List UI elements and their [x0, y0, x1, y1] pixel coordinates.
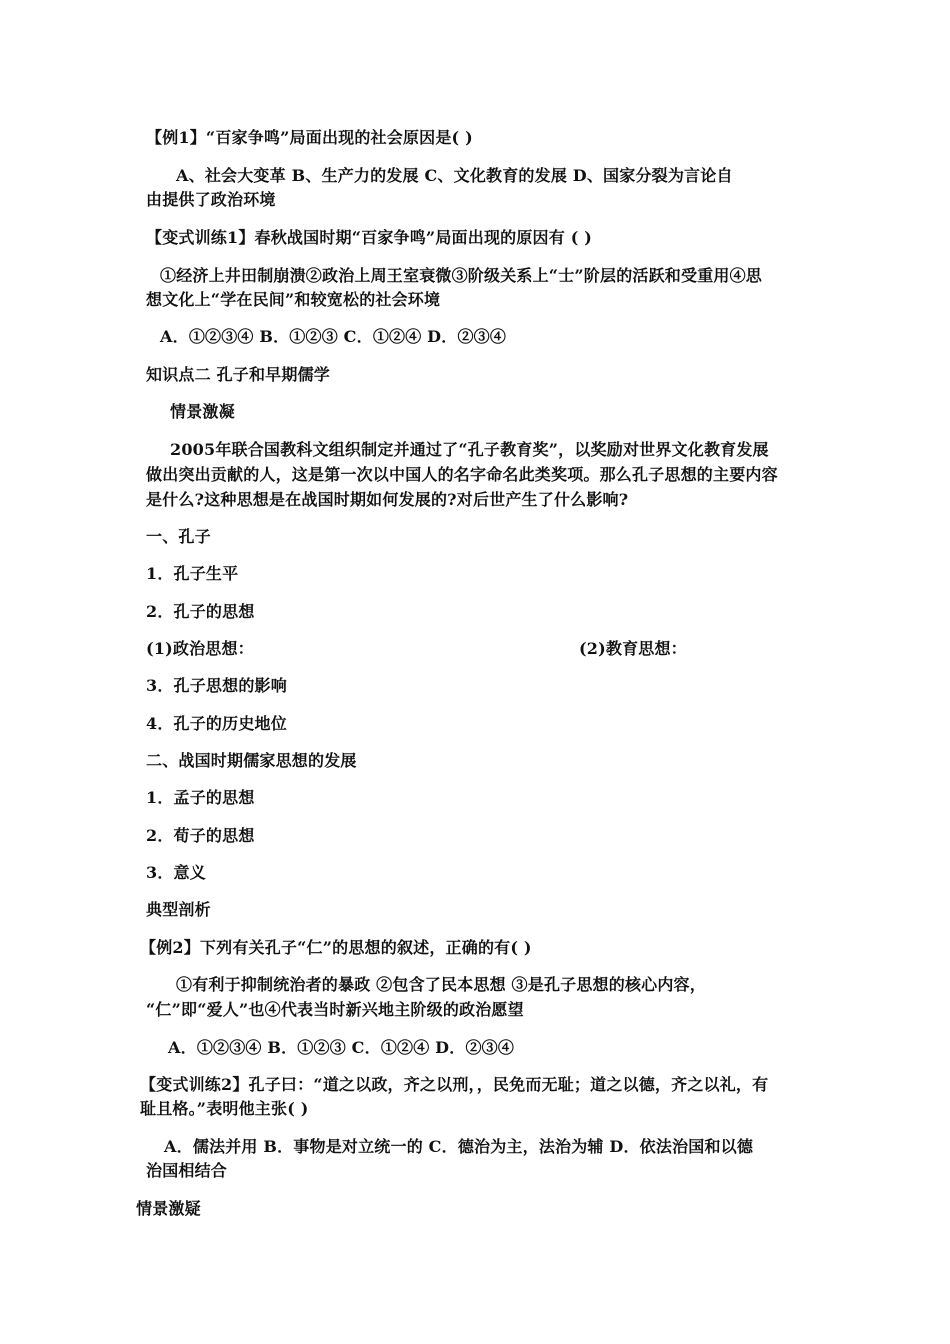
section-1-item-2: 2．孔子的思想 [146, 602, 255, 621]
example-2-options: A．①②③④ B．①②③ C．①②④ D．②③④ [168, 1038, 515, 1057]
variant-1-stem-line-1: ①经济上井田制崩溃②政治上周王室衰微③阶级关系上“士”阶层的活跃和受重用④思 [160, 266, 763, 285]
knowledge-point-2-title: 知识点二 孔子和早期儒学 [146, 365, 330, 384]
example-1-question: 【例1】“百家争鸣”局面出现的社会原因是( ) [146, 128, 473, 147]
section-1-item-3: 3．孔子思想的影响 [146, 676, 287, 695]
variant-2-question-line-2: 耻且格。”表明他主张( ) [140, 1099, 309, 1118]
section-2-item-1: 1．孟子的思想 [146, 788, 255, 807]
example-2-question: 【例2】下列有关孔子“仁”的思想的叙述，正确的有( ) [140, 938, 532, 957]
section-1-item-4: 4．孔子的历史地位 [146, 714, 287, 733]
analysis-label: 典型剖析 [146, 900, 211, 919]
example-1-options-line-2: 由提供了政治环境 [146, 190, 276, 209]
section-1-title: 一、孔子 [146, 527, 211, 546]
variant-2-options-line-1: A．儒法并用 B．事物是对立统一的 C．德治为主，法治为辅 D．依法治国和以德 [164, 1137, 754, 1156]
example-2-stem-line-1: ①有利于抑制统治者的暴政 ②包含了民本思想 ③是孔子思想的核心内容， [176, 975, 706, 994]
variant-2-question-line-1: 【变式训练2】孔子曰：“道之以政，齐之以刑，，民免而无耻；道之以德，齐之以礼，有 [140, 1075, 769, 1094]
scene-2-label: 情景激疑 [136, 1199, 201, 1218]
section-2-item-2: 2．荀子的思想 [146, 826, 255, 845]
scene-1-paragraph-line-1: 2005年联合国教科文组织制定并通过了“孔子教育奖”，以奖励对世界文化教育发展 [170, 440, 769, 459]
example-2-stem-line-2: “仁”即“爱人”也④代表当时新兴地主阶级的政治愿望 [146, 1000, 524, 1019]
scene-1-paragraph-line-2: 做出突出贡献的人，这是第一次以中国人的名字命名此类奖项。那么孔子思想的主要内容 [146, 465, 778, 484]
example-1-options-line-1: A、社会大变革 B、生产力的发展 C、文化教育的发展 D、国家分裂为言论自 [176, 166, 733, 185]
section-2-title: 二、战国时期儒家思想的发展 [146, 751, 357, 770]
section-1-item-2-sub-2: (2)教育思想： [579, 639, 687, 658]
variant-2-options-line-2: 治国相结合 [146, 1161, 228, 1180]
scene-1-label: 情景激凝 [170, 402, 235, 421]
section-2-item-3: 3．意义 [146, 863, 206, 882]
variant-1-question: 【变式训练1】春秋战国时期“百家争鸣”局面出现的原因有 ( ) [146, 228, 593, 247]
section-1-item-2-sub-1: (1)政治思想： [146, 639, 254, 658]
scene-1-paragraph-line-3: 是什么?这种思想是在战国时期如何发展的?对后世产生了什么影响? [146, 490, 629, 509]
variant-1-stem-line-2: 想文化上“学在民间”和较宽松的社会环境 [146, 290, 441, 309]
section-1-item-1: 1．孔子生平 [146, 564, 239, 583]
variant-1-options: A．①②③④ B．①②③ C．①②④ D．②③④ [160, 327, 507, 346]
